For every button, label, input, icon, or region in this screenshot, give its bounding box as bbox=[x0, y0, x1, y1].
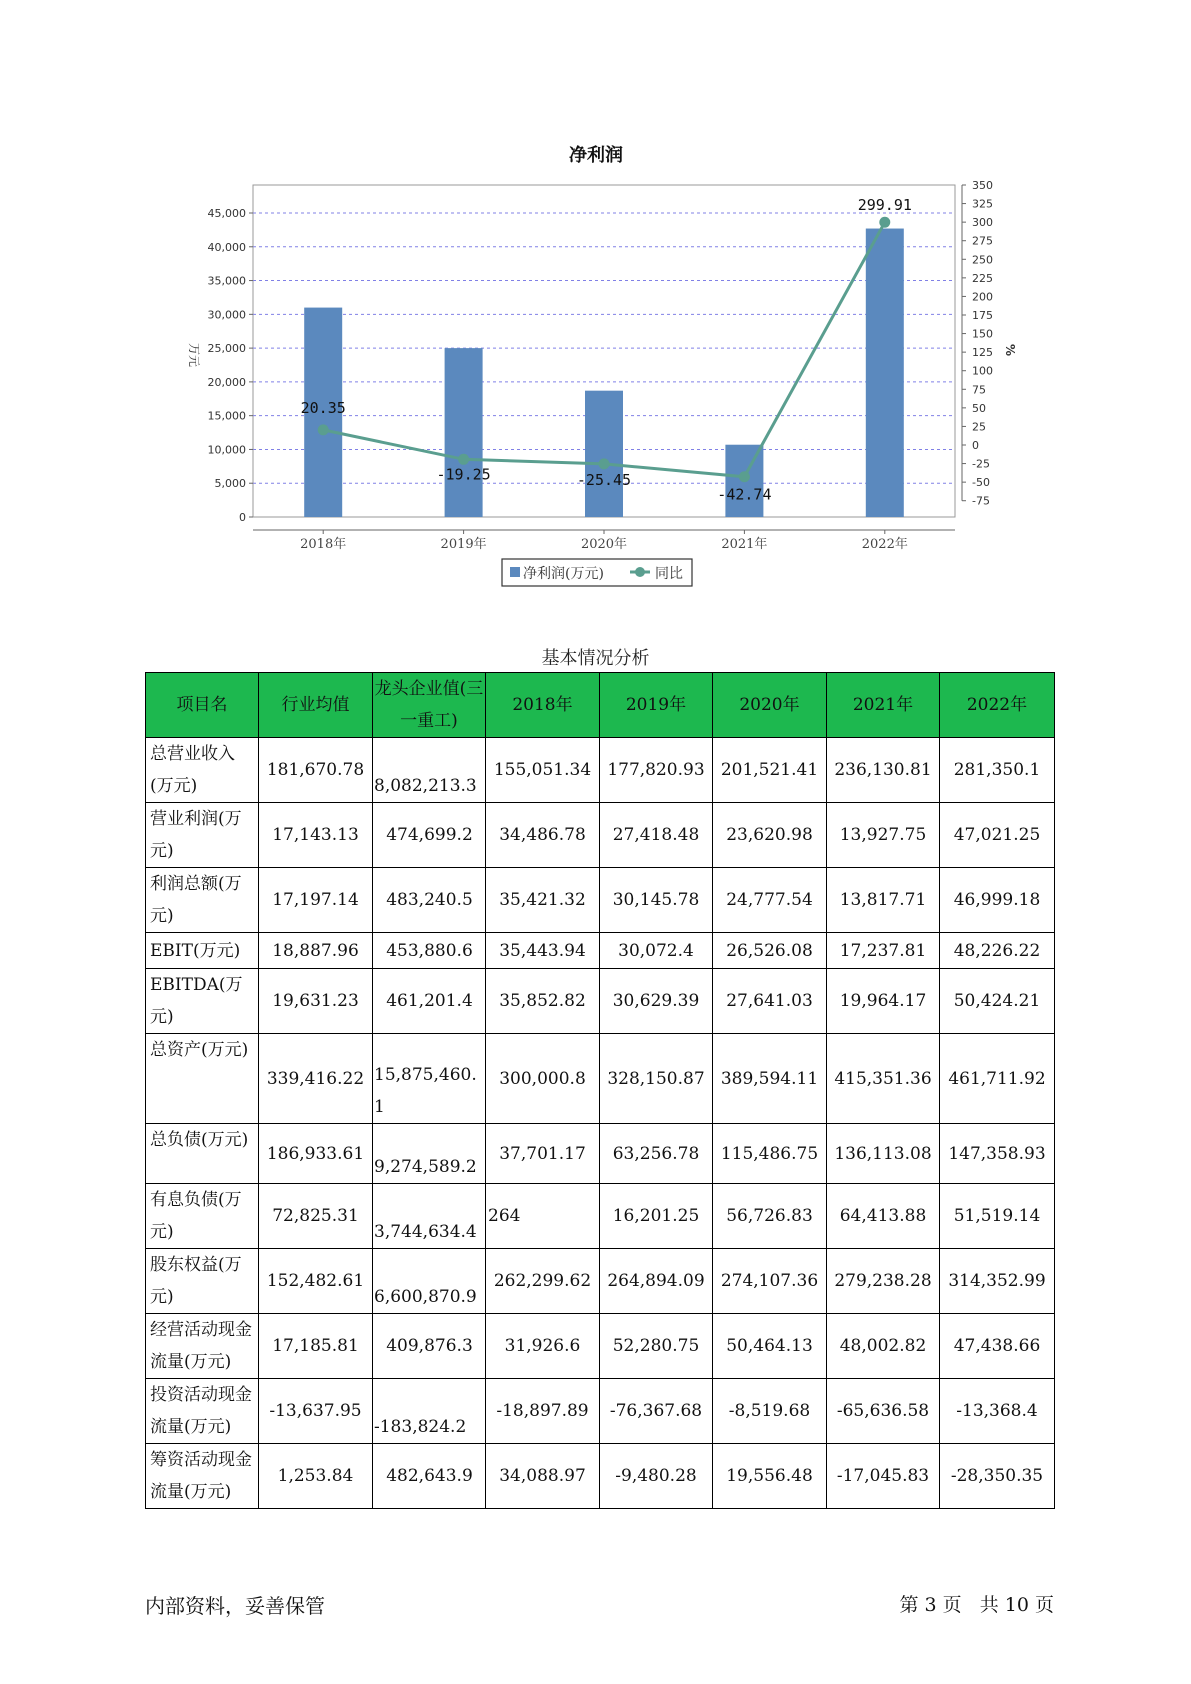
table-row bbox=[146, 803, 1055, 868]
table-cell: 34,486.78 bbox=[486, 803, 600, 868]
table-header-cell: 项目名 bbox=[146, 673, 259, 738]
left-tick-label: 30,000 bbox=[207, 308, 246, 322]
table-cell: -13,637.95 bbox=[259, 1379, 373, 1444]
table-cell: 17,197.14 bbox=[259, 868, 373, 933]
right-axis-label: % bbox=[1003, 343, 1017, 357]
table-row bbox=[146, 1444, 1055, 1509]
table-row bbox=[146, 969, 1055, 1034]
row-label-cell: EBIT(万元) bbox=[146, 933, 259, 969]
table-cell: 6,600,870.9 bbox=[373, 1249, 486, 1314]
right-tick-label: -50 bbox=[972, 476, 990, 490]
table-cell: -17,045.83 bbox=[827, 1444, 940, 1509]
table-cell: 274,107.36 bbox=[713, 1249, 827, 1314]
table-cell: 177,820.93 bbox=[600, 738, 713, 803]
row-label-cell: 总负债(万元) bbox=[146, 1124, 259, 1184]
right-tick-label: 225 bbox=[972, 271, 993, 285]
data-label-yoy: -42.74 bbox=[717, 485, 772, 504]
table-cell: 31,926.6 bbox=[486, 1314, 600, 1379]
table-cell: 18,887.96 bbox=[259, 933, 373, 969]
left-tick-label: 20,000 bbox=[207, 375, 246, 389]
table-row bbox=[146, 1249, 1055, 1314]
row-label-cell: 股东权益(万元) bbox=[146, 1249, 259, 1314]
right-tick-label: 50 bbox=[972, 401, 986, 415]
table-cell: -8,519.68 bbox=[713, 1379, 827, 1444]
data-label-yoy: -19.25 bbox=[436, 465, 491, 484]
table-cell: -76,367.68 bbox=[600, 1379, 713, 1444]
x-tick-label: 2020年 bbox=[580, 537, 628, 552]
bar-net-profit bbox=[585, 391, 623, 517]
table-cell: 300,000.8 bbox=[486, 1034, 600, 1124]
table-row bbox=[146, 738, 1055, 803]
table-cell: 13,927.75 bbox=[827, 803, 940, 868]
right-tick-label: 200 bbox=[972, 290, 993, 304]
table-cell: 63,256.78 bbox=[600, 1124, 713, 1184]
basic-analysis-table bbox=[145, 672, 1055, 1509]
table-cell: 453,880.6 bbox=[373, 933, 486, 969]
table-row bbox=[146, 1379, 1055, 1444]
legend-swatch-bar bbox=[510, 567, 520, 577]
table-cell: 264,894.09 bbox=[600, 1249, 713, 1314]
table-header-cell: 2018年 bbox=[486, 673, 600, 738]
table-header-cell: 行业均值 bbox=[259, 673, 373, 738]
table-cell: 72,825.31 bbox=[259, 1184, 373, 1249]
table-cell: 51,519.14 bbox=[940, 1184, 1055, 1249]
right-tick-label: 325 bbox=[972, 197, 993, 211]
table-cell: 181,670.78 bbox=[259, 738, 373, 803]
table-cell: 48,002.82 bbox=[827, 1314, 940, 1379]
row-label-cell: 总资产(万元) bbox=[146, 1034, 259, 1124]
table-cell: 30,629.39 bbox=[600, 969, 713, 1034]
table-cell: 409,876.3 bbox=[373, 1314, 486, 1379]
table-cell: 339,416.22 bbox=[259, 1034, 373, 1124]
table-row bbox=[146, 1184, 1055, 1249]
footer-confidential-note: 内部资料，妥善保管 bbox=[145, 1596, 325, 1618]
table-cell: 27,641.03 bbox=[713, 969, 827, 1034]
table-cell: 35,421.32 bbox=[486, 868, 600, 933]
table-cell: 16,201.25 bbox=[600, 1184, 713, 1249]
table-cell: 186,933.61 bbox=[259, 1124, 373, 1184]
table-cell: 27,418.48 bbox=[600, 803, 713, 868]
table-cell: -9,480.28 bbox=[600, 1444, 713, 1509]
table-cell: 314,352.99 bbox=[940, 1249, 1055, 1314]
right-tick-label: 125 bbox=[972, 346, 993, 360]
table-header-cell: 龙头企业值(三一重工) bbox=[373, 673, 486, 738]
table-cell: 34,088.97 bbox=[486, 1444, 600, 1509]
left-tick-label: 5,000 bbox=[214, 477, 246, 491]
point-yoy bbox=[879, 217, 890, 228]
table-caption: 基本情况分析 bbox=[541, 648, 650, 669]
left-tick-label: 10,000 bbox=[207, 443, 246, 457]
net-profit-chart bbox=[0, 0, 1191, 620]
row-label-cell: 筹资活动现金流量(万元) bbox=[146, 1444, 259, 1509]
table-cell: 19,964.17 bbox=[827, 969, 940, 1034]
bar-net-profit bbox=[445, 348, 483, 517]
table-cell: 47,021.25 bbox=[940, 803, 1055, 868]
table-cell: -65,636.58 bbox=[827, 1379, 940, 1444]
table-header-cell: 2022年 bbox=[940, 673, 1055, 738]
table-cell: 46,999.18 bbox=[940, 868, 1055, 933]
table-cell: 281,350.1 bbox=[940, 738, 1055, 803]
table-row bbox=[146, 1314, 1055, 1379]
left-tick-label: 15,000 bbox=[207, 409, 246, 423]
table-cell: 155,051.34 bbox=[486, 738, 600, 803]
left-tick-label: 35,000 bbox=[207, 274, 246, 288]
table-header-cell: 2019年 bbox=[600, 673, 713, 738]
table-cell: 264 bbox=[486, 1184, 600, 1249]
table-cell: 483,240.5 bbox=[373, 868, 486, 933]
legend-swatch-point bbox=[635, 567, 645, 577]
table-cell: 17,143.13 bbox=[259, 803, 373, 868]
table-cell: -28,350.35 bbox=[940, 1444, 1055, 1509]
table-cell: 48,226.22 bbox=[940, 933, 1055, 969]
row-label-cell: 营业利润(万元) bbox=[146, 803, 259, 868]
table-cell: 236,130.81 bbox=[827, 738, 940, 803]
table-cell: 50,464.13 bbox=[713, 1314, 827, 1379]
chart-svg bbox=[0, 0, 1191, 620]
table-cell: 35,852.82 bbox=[486, 969, 600, 1034]
table-cell: -183,824.2 bbox=[373, 1379, 486, 1444]
table-header-cell: 2020年 bbox=[713, 673, 827, 738]
table-header-cell: 2021年 bbox=[827, 673, 940, 738]
left-axis-label: 万元 bbox=[187, 342, 201, 368]
right-tick-label: 75 bbox=[972, 383, 986, 397]
table-cell: 37,701.17 bbox=[486, 1124, 600, 1184]
table-cell: 136,113.08 bbox=[827, 1124, 940, 1184]
row-label-cell: 总营业收入(万元) bbox=[146, 738, 259, 803]
table-cell: 17,237.81 bbox=[827, 933, 940, 969]
table-cell: 482,643.9 bbox=[373, 1444, 486, 1509]
table-cell: 279,238.28 bbox=[827, 1249, 940, 1314]
legend-label-line: 同比 bbox=[655, 566, 683, 582]
row-label-cell: 有息负债(万元) bbox=[146, 1184, 259, 1249]
point-yoy bbox=[599, 458, 610, 469]
right-tick-label: -25 bbox=[972, 457, 990, 471]
left-tick-label: 25,000 bbox=[207, 342, 246, 356]
table-cell: 461,201.4 bbox=[373, 969, 486, 1034]
table-cell: 13,817.71 bbox=[827, 868, 940, 933]
table-cell: 24,777.54 bbox=[713, 868, 827, 933]
right-tick-label: 0 bbox=[972, 439, 979, 452]
table-cell: 19,556.48 bbox=[713, 1444, 827, 1509]
table-cell: 26,526.08 bbox=[713, 933, 827, 969]
right-tick-label: 25 bbox=[972, 420, 986, 434]
table-cell: 52,280.75 bbox=[600, 1314, 713, 1379]
table-cell: 8,082,213.3 bbox=[373, 738, 486, 803]
x-tick-label: 2019年 bbox=[440, 537, 487, 552]
table-cell: 474,699.2 bbox=[373, 803, 486, 868]
right-tick-label: 175 bbox=[972, 309, 993, 322]
table-cell: 56,726.83 bbox=[713, 1184, 827, 1249]
point-yoy bbox=[458, 454, 469, 465]
table-cell: 152,482.61 bbox=[259, 1249, 373, 1314]
row-label-cell: 经营活动现金流量(万元) bbox=[146, 1314, 259, 1379]
table-cell: 262,299.62 bbox=[486, 1249, 600, 1314]
table-row bbox=[146, 1034, 1055, 1124]
table-cell: 9,274,589.2 bbox=[373, 1124, 486, 1184]
footer-page-number: 第 3 页 共 10 页 bbox=[899, 1594, 1054, 1616]
left-tick-label: 0 bbox=[239, 511, 246, 524]
right-tick-label: 100 bbox=[972, 364, 993, 378]
table-cell: 50,424.21 bbox=[940, 969, 1055, 1034]
table-cell: 64,413.88 bbox=[827, 1184, 940, 1249]
right-tick-label: 350 bbox=[972, 179, 993, 192]
table-row bbox=[146, 933, 1055, 969]
left-tick-label: 45,000 bbox=[207, 207, 246, 220]
table-cell: 3,744,634.4 bbox=[373, 1184, 486, 1249]
table-cell: 201,521.41 bbox=[713, 738, 827, 803]
right-tick-label: 300 bbox=[972, 216, 993, 230]
table-cell: 23,620.98 bbox=[713, 803, 827, 868]
x-tick-label: 2022年 bbox=[861, 537, 908, 552]
left-tick-label: 40,000 bbox=[207, 240, 246, 254]
table-cell: -13,368.4 bbox=[940, 1379, 1055, 1444]
table-cell: 328,150.87 bbox=[600, 1034, 713, 1124]
table-cell: 15,875,460.1 bbox=[373, 1034, 486, 1124]
table-cell: 415,351.36 bbox=[827, 1034, 940, 1124]
table-cell: 115,486.75 bbox=[713, 1124, 827, 1184]
x-tick-label: 2018年 bbox=[300, 537, 347, 552]
table-row bbox=[146, 1124, 1055, 1184]
table-cell: 17,185.81 bbox=[259, 1314, 373, 1379]
right-tick-label: -75 bbox=[972, 494, 990, 508]
chart-title: 净利润 bbox=[569, 145, 623, 166]
table-cell: -18,897.89 bbox=[486, 1379, 600, 1444]
right-tick-label: 275 bbox=[972, 234, 993, 248]
legend-label-bar: 净利润(万元) bbox=[523, 566, 604, 582]
right-tick-label: 150 bbox=[972, 327, 993, 341]
table-cell: 30,145.78 bbox=[600, 868, 713, 933]
bar-net-profit bbox=[866, 229, 904, 517]
table-row bbox=[146, 868, 1055, 933]
right-tick-label: 250 bbox=[972, 253, 993, 267]
table-header-row bbox=[146, 673, 1055, 738]
table-cell: 147,358.93 bbox=[940, 1124, 1055, 1184]
table-cell: 389,594.11 bbox=[713, 1034, 827, 1124]
table-cell: 30,072.4 bbox=[600, 933, 713, 969]
table-cell: 1,253.84 bbox=[259, 1444, 373, 1509]
table-cell: 461,711.92 bbox=[940, 1034, 1055, 1124]
data-label-yoy: -25.45 bbox=[576, 470, 632, 489]
data-label-yoy: 299.91 bbox=[857, 196, 912, 215]
x-tick-label: 2021年 bbox=[721, 537, 768, 552]
point-yoy bbox=[318, 424, 329, 435]
table-cell: 47,438.66 bbox=[940, 1314, 1055, 1379]
table-cell: 19,631.23 bbox=[259, 969, 373, 1034]
point-yoy bbox=[739, 471, 750, 482]
row-label-cell: 利润总额(万元) bbox=[146, 868, 259, 933]
data-label-yoy: 20.35 bbox=[300, 398, 346, 417]
row-label-cell: 投资活动现金流量(万元) bbox=[146, 1379, 259, 1444]
row-label-cell: EBITDA(万元) bbox=[146, 969, 259, 1034]
table-cell: 35,443.94 bbox=[486, 933, 600, 969]
